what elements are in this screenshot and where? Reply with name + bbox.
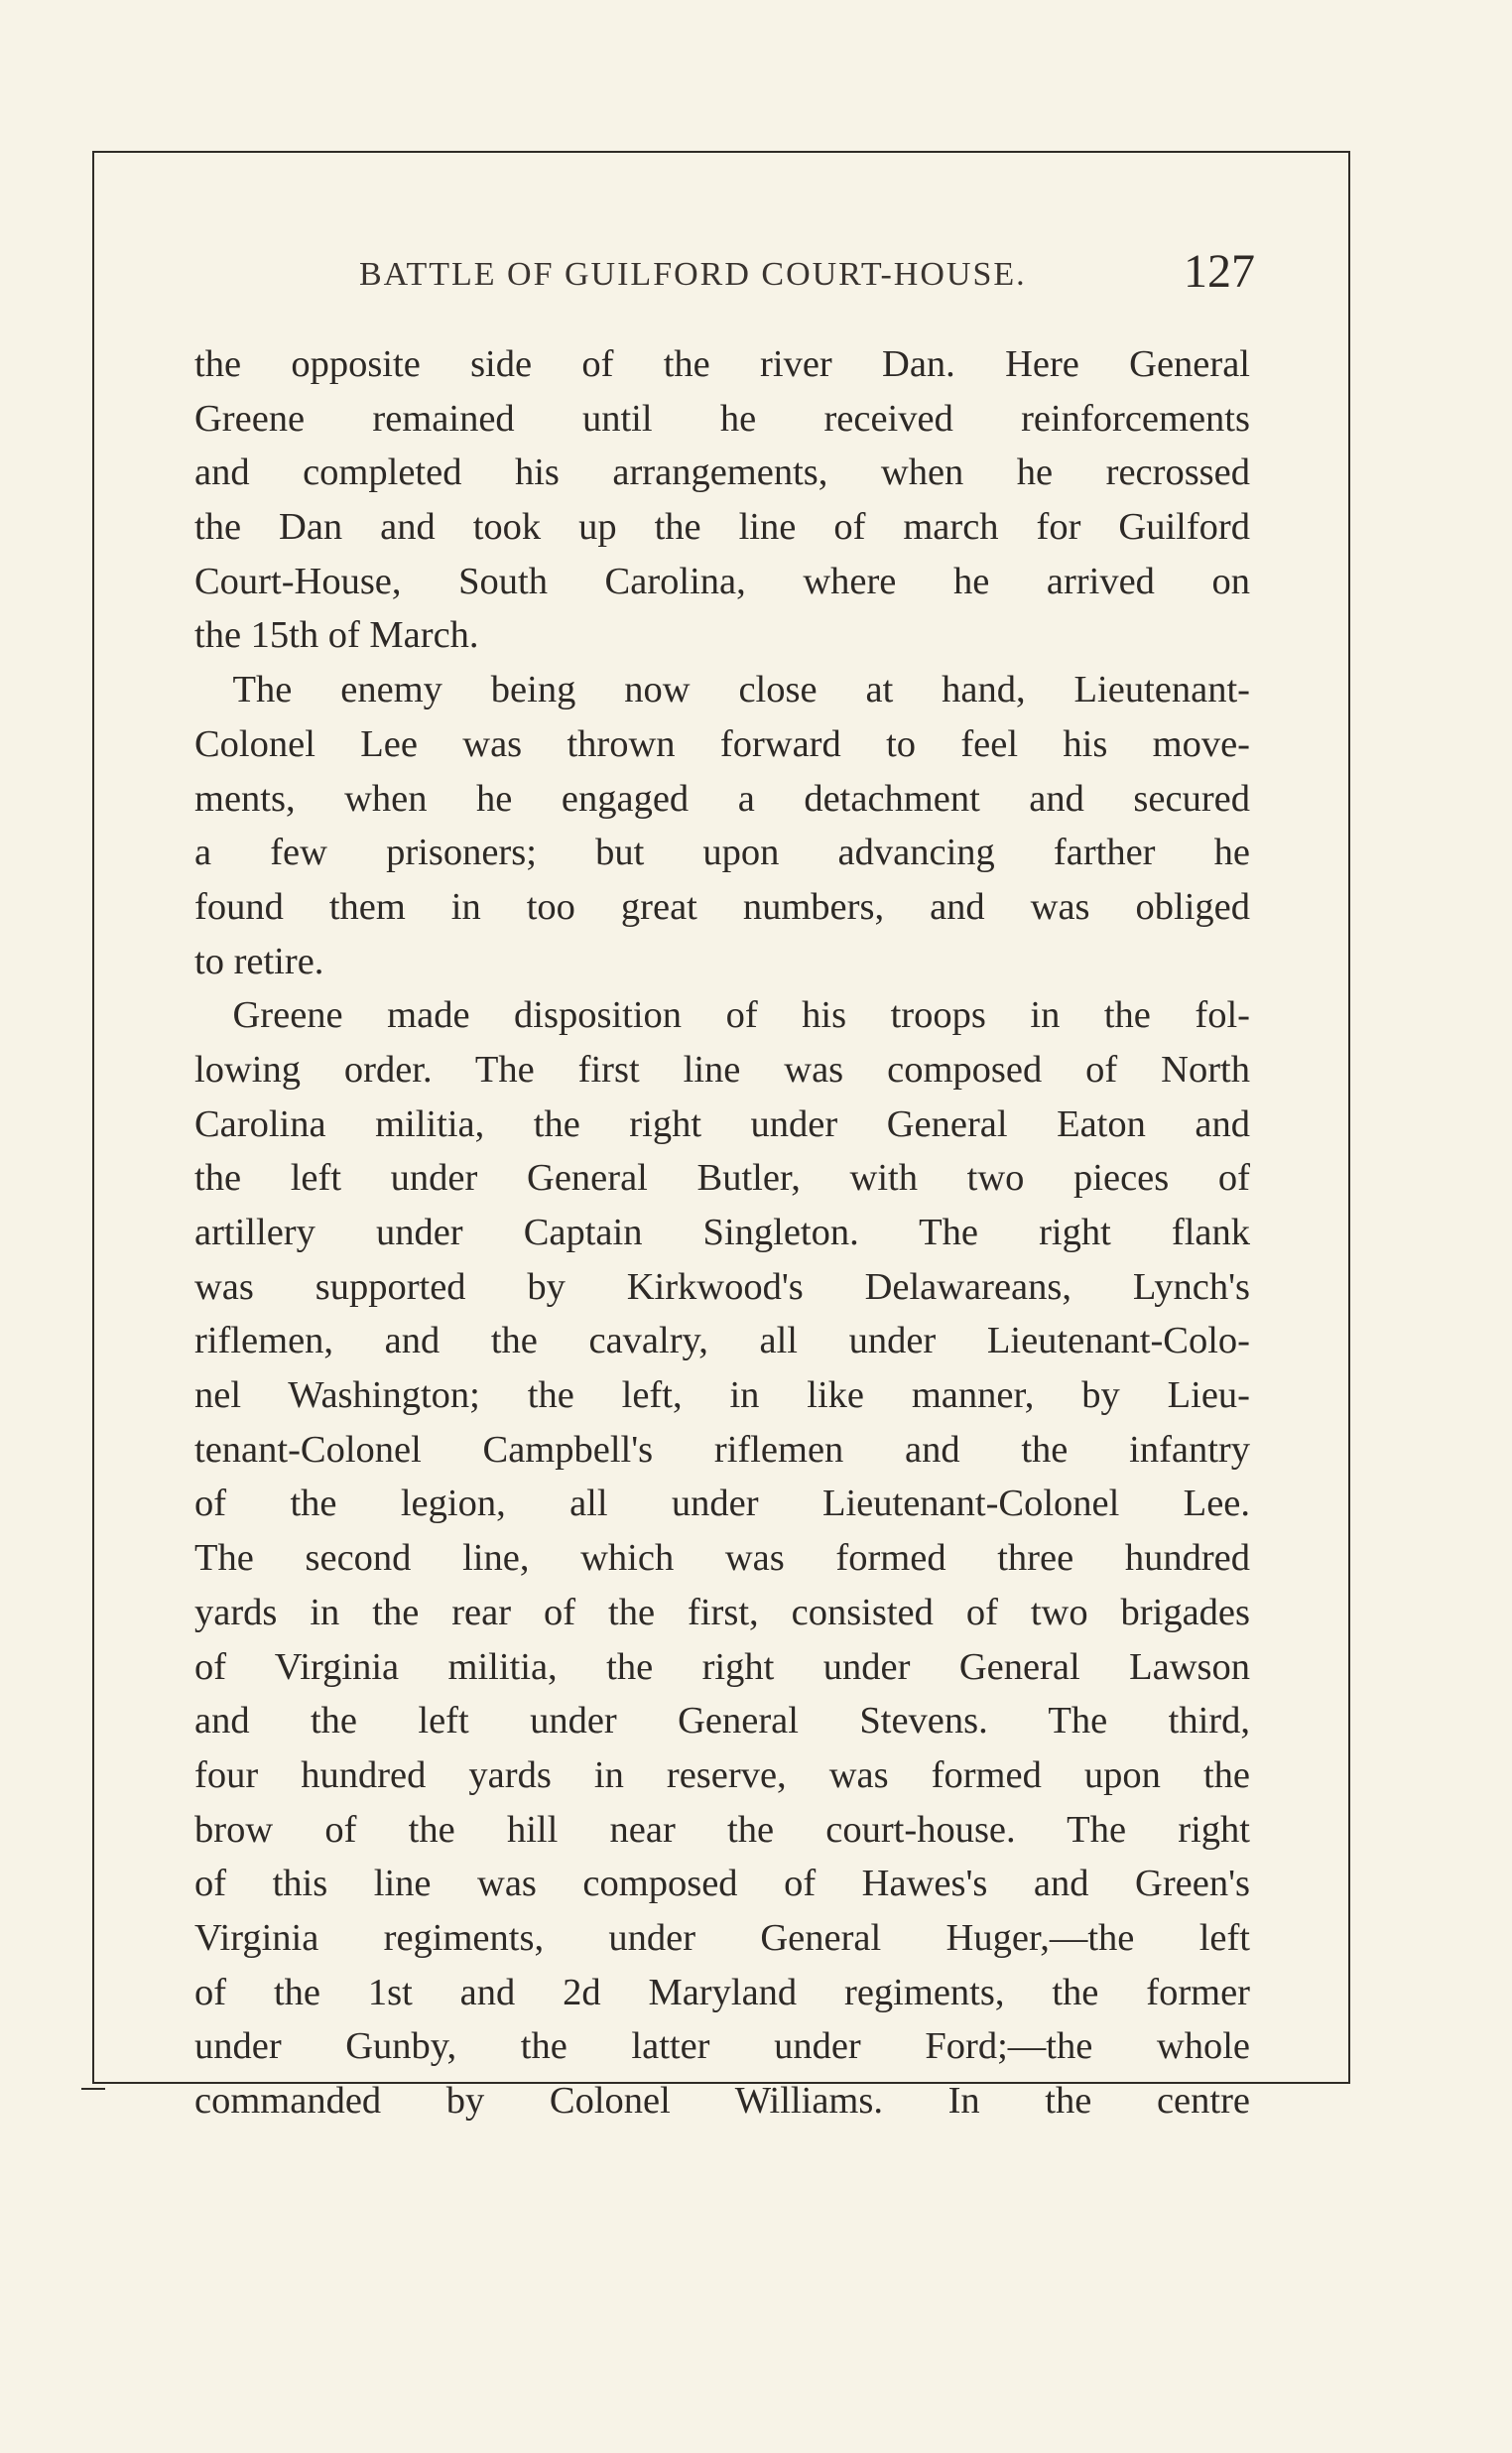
text-line: Colonel Lee was thrown forward to feel his move- (194, 722, 1250, 765)
text-line: under Gunby, the latter under Ford;—the whole (194, 2025, 1250, 2068)
text-line: lowing order. The first line was composed of North (194, 1048, 1250, 1091)
text-line: of Virginia militia, the right under General Lawson (194, 1645, 1250, 1688)
text-line: of the 1st and 2d Maryland regiments, the former (194, 1971, 1250, 2013)
text-line: artillery under Captain Singleton. The right flank (194, 1212, 1250, 1253)
text-line: nel Washington; the left, in like manner, by Lieu- (194, 1374, 1250, 1417)
text-line: The second line, which was formed three hundred (194, 1537, 1250, 1580)
text-line: and the left under General Stevens. The third, (194, 1700, 1250, 1743)
text-line: the 15th of March. (194, 614, 479, 657)
text-line: of the legion, all under Lieutenant-Colonel Lee. (194, 1483, 1250, 1525)
text-line: ments, when he engaged a detachment and secured (194, 777, 1250, 820)
text-line: to retire. (194, 940, 324, 982)
text-line: the opposite side of the river Dan. Here General (194, 343, 1250, 385)
text-line: a few prisoners; but upon advancing farther he (194, 832, 1250, 874)
text-line: and completed his arrangements, when he recrossed (194, 452, 1250, 494)
text-line: brow of the hill near the court-house. The right (194, 1808, 1250, 1851)
text-line: Carolina militia, the right under General Eaton and (194, 1102, 1250, 1145)
text-line: Greene remained until he received reinforcements (194, 397, 1250, 440)
text-line: of this line was composed of Hawes's and Green's (194, 1863, 1250, 1905)
text-line: the left under General Butler, with two pieces of (194, 1157, 1250, 1200)
text-line: the Dan and took up the line of march for Guilford (194, 506, 1250, 549)
running-head: BATTLE OF GUILFORD COURT-HOUSE. (359, 256, 1027, 293)
text-line: tenant-Colonel Campbell's riflemen and the infantry (194, 1428, 1250, 1471)
text-line: was supported by Kirkwood's Delawareans, Lynch's (194, 1265, 1250, 1308)
text-line: four hundred yards in reserve, was formed upon the (194, 1753, 1250, 1796)
border-corner-mark (81, 2074, 105, 2090)
body-text (194, 337, 1250, 2129)
text-line: found them in too great numbers, and was obliged (194, 885, 1250, 928)
text-line: Virginia regiments, under General Huger,—the left (194, 1916, 1250, 1959)
text-line: Court-House, South Carolina, where he arrived on (194, 560, 1250, 602)
text-line: yards in the rear of the first, consisted of two brigades (194, 1591, 1250, 1633)
text-line: commanded by Colonel Williams. In the centre (194, 2080, 1250, 2122)
text-line: The enemy being now close at hand, Lieutenant- (194, 669, 1250, 711)
text-line: Greene made disposition of his troops in the fol- (194, 994, 1250, 1037)
text-line: riflemen, and the cavalry, all under Lieutenant-Colo- (194, 1320, 1250, 1362)
page-number: 127 (1184, 245, 1255, 298)
page-header (189, 244, 1255, 304)
